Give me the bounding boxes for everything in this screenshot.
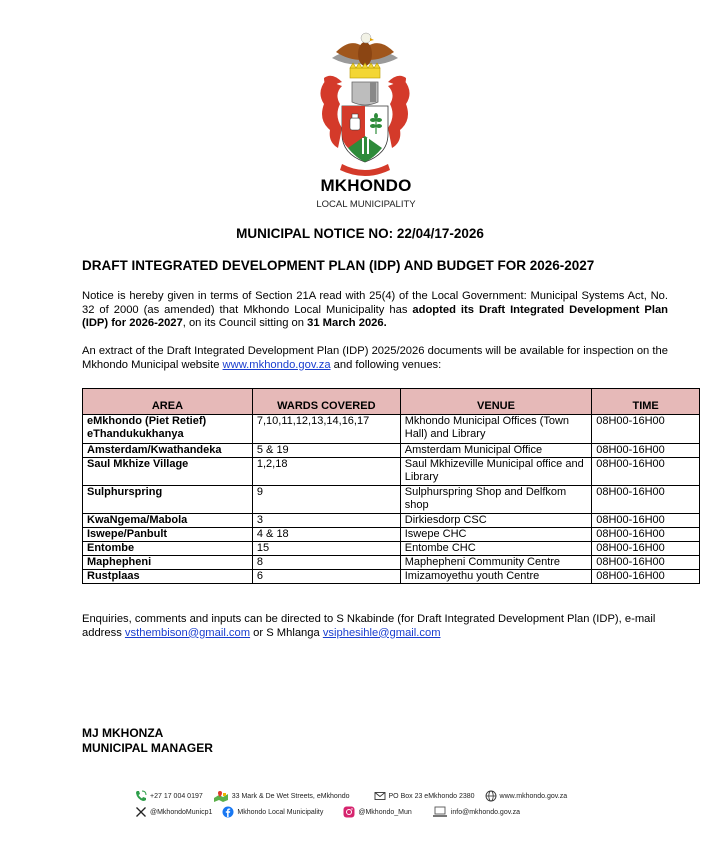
venue-cell: Saul Mkhizeville Municipal office and Library <box>400 458 592 486</box>
wards-cell: 5 & 19 <box>252 444 400 458</box>
address-text: 33 Mark & De Wet Streets, eMkhondo <box>231 792 350 800</box>
venue-cell: Entombe CHC <box>400 542 592 556</box>
time-cell: 08H00-16H00 <box>592 486 700 514</box>
text: Enquiries, comments and inputs can be directed to S Nkabinde (for Draft Integrated Development Plan (IDP), e-mail address <box>82 613 656 639</box>
header-time: TIME <box>592 389 700 415</box>
footer-facebook[interactable] <box>222 806 323 818</box>
email-link-nkabinde[interactable]: vsthembison@gmail.com <box>124 626 251 639</box>
facebook-icon <box>222 806 234 818</box>
website-link[interactable]: www.mkhondo.gov.za <box>222 358 331 371</box>
area-cell: Iswepe/Panbult <box>83 528 253 542</box>
footer-email[interactable] <box>432 806 520 818</box>
footer-address <box>213 790 350 802</box>
x-handle-text[interactable]: @MkhondoMunicp1 <box>150 808 213 816</box>
time-cell: 08H00-16H00 <box>592 444 700 458</box>
table-header-row <box>83 389 700 415</box>
phone-text: +27 17 004 0197 <box>150 792 203 800</box>
table-row <box>83 542 700 556</box>
wards-cell: 7,10,11,12,13,14,16,17 <box>252 415 400 444</box>
table-row <box>83 458 700 486</box>
email-link-mhlanga[interactable]: vsiphesihle@gmail.com <box>322 626 441 639</box>
signatory-role: MUNICIPAL MANAGER <box>82 741 213 755</box>
map-icon <box>213 790 229 802</box>
signatory-name: MJ MKHONZA <box>82 726 164 740</box>
phone-icon <box>135 790 147 802</box>
time-cell: 08H00-16H00 <box>592 458 700 486</box>
wards-cell: 15 <box>252 542 400 556</box>
wards-cell: 3 <box>252 514 400 528</box>
footer-po-box <box>374 790 475 802</box>
mail-envelope-icon <box>374 790 386 802</box>
wards-cell: 4 & 18 <box>252 528 400 542</box>
wards-cell: 6 <box>252 570 400 584</box>
area-cell: Saul Mkhize Village <box>83 458 253 486</box>
table-row <box>83 514 700 528</box>
po-box-text: PO Box 23 eMkhondo 2380 <box>388 792 475 800</box>
coat-of-arms-logo <box>312 30 418 180</box>
document-title: DRAFT INTEGRATED DEVELOPMENT PLAN (IDP) AND BUDGET FOR 2026-2027 <box>82 258 595 273</box>
venues-table <box>82 388 700 584</box>
table-row <box>83 486 700 514</box>
signature-block <box>82 726 213 756</box>
venue-cell: Mkhondo Municipal Offices (Town Hall) and Library <box>400 415 592 444</box>
area-cell: Maphepheni <box>83 556 253 570</box>
table-row <box>83 444 700 458</box>
x-twitter-icon <box>135 806 147 818</box>
venue-cell: Imizamoyethu youth Centre <box>400 570 592 584</box>
wards-cell: 1,2,18 <box>252 458 400 486</box>
notice-paragraph <box>82 290 668 331</box>
area-cell: Rustplaas <box>83 570 253 584</box>
footer-website[interactable] <box>485 790 568 802</box>
enquiries-paragraph <box>82 613 682 640</box>
globe-icon <box>485 790 497 802</box>
area-cell: Entombe <box>83 542 253 556</box>
time-cell: 08H00-16H00 <box>592 570 700 584</box>
area-cell: Sulphurspring <box>83 486 253 514</box>
wards-cell: 8 <box>252 556 400 570</box>
notice-number: MUNICIPAL NOTICE NO: 22/04/17-2026 <box>236 226 484 241</box>
bold-text: adopted its Draft Integrated Development Plan (IDP) for 2026-2027 <box>82 303 669 330</box>
instagram-icon <box>343 806 355 818</box>
computer-icon <box>432 806 448 818</box>
header-venue: VENUE <box>400 389 592 415</box>
text: or S Mhlanga <box>250 626 323 639</box>
bold-date: 31 March 2026. <box>307 317 387 330</box>
table-row <box>83 528 700 542</box>
area-cell: KwaNgema/Mabola <box>83 514 253 528</box>
footer-x[interactable] <box>135 806 212 818</box>
text: Notice is hereby given in terms of Section 21A read with 25(4) of the Local Government: Municipal Systems Act, No. 32 of 2000 (as amended) that Mkhondo Local Municipality has <box>82 290 668 316</box>
email-text[interactable]: info@mkhondo.gov.za <box>450 808 521 816</box>
org-name: MKHONDO <box>320 176 412 195</box>
header-area: AREA <box>83 389 253 415</box>
table-row <box>83 415 700 444</box>
time-cell: 08H00-16H00 <box>592 514 700 528</box>
time-cell: 08H00-16H00 <box>592 556 700 570</box>
area-cell: Amsterdam/Kwathandeka <box>83 444 253 458</box>
venue-cell: Dirkiesdorp CSC <box>400 514 592 528</box>
website-text[interactable]: www.mkhondo.gov.za <box>499 792 568 800</box>
table-row <box>83 556 700 570</box>
footer-instagram[interactable] <box>343 806 411 818</box>
extract-paragraph <box>82 345 668 372</box>
text: , on its Council sitting on <box>182 317 308 330</box>
time-cell: 08H00-16H00 <box>592 542 700 556</box>
time-cell: 08H00-16H00 <box>592 415 700 444</box>
wards-cell: 9 <box>252 486 400 514</box>
instagram-text[interactable]: @Mkhondo_Mun <box>358 808 412 816</box>
venue-cell: Maphepheni Community Centre <box>400 556 592 570</box>
venue-cell: Sulphurspring Shop and Delfkom shop <box>400 486 592 514</box>
venue-cell: Iswepe CHC <box>400 528 592 542</box>
org-subtitle: LOCAL MUNICIPALITY <box>316 199 416 210</box>
area-cell: eMkhondo (Piet Retief) eThandukukhanya <box>83 415 253 444</box>
text: An extract of the Draft Integrated Development Plan (IDP) 2025/2026 documents will be available for inspection on the Mkhondo Municipal website <box>82 345 668 371</box>
venue-cell: Amsterdam Municipal Office <box>400 444 592 458</box>
text: and following venues: <box>330 358 442 371</box>
facebook-text[interactable]: Mkhondo Local Municipality <box>237 808 324 816</box>
table-row <box>83 570 700 584</box>
time-cell: 08H00-16H00 <box>592 528 700 542</box>
header-wards: WARDS COVERED <box>252 389 400 415</box>
footer-phone <box>135 790 203 802</box>
